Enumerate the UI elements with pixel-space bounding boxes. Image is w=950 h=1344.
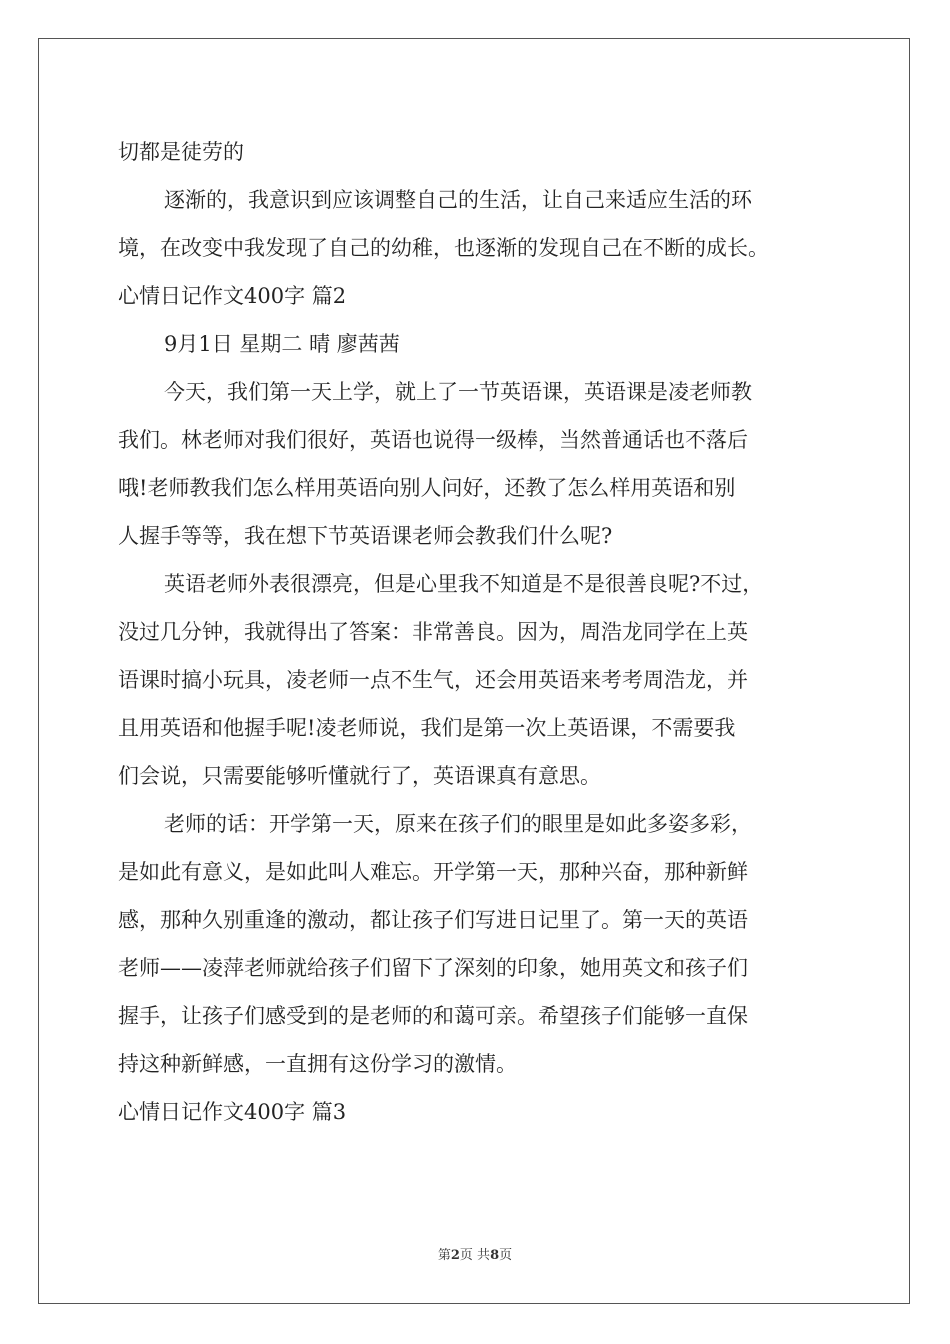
text-line: 没过几分钟，我就得出了答案：非常善良。因为，周浩龙同学在上英: [118, 620, 748, 644]
text-line: 老师——凌萍老师就给孩子们留下了深刻的印象，她用英文和孩子们: [118, 956, 748, 980]
text-line: 我们。林老师对我们很好，英语也说得一级棒，当然普通话也不落后: [118, 428, 748, 452]
text-line: 是如此有意义，是如此叫人难忘。开学第一天，那种兴奋，那种新鲜: [118, 860, 748, 884]
diary-date-line: 9月1日 星期二 晴 廖茜茜: [164, 332, 400, 356]
text-line: 持这种新鲜感，一直拥有这份学习的激情。: [118, 1052, 517, 1076]
text-line: 英语老师外表很漂亮，但是心里我不知道是不是很善良呢?不过，: [164, 572, 764, 596]
text-line: 切都是徒劳的: [118, 140, 244, 164]
page-footer: [0, 1244, 950, 1263]
text-line: 哦!老师教我们怎么样用英语向别人问好，还教了怎么样用英语和别: [118, 476, 736, 500]
text-line: 老师的话：开学第一天，原来在孩子们的眼里是如此多姿多彩，: [164, 812, 752, 836]
text-line: 握手，让孩子们感受到的是老师的和蔼可亲。希望孩子们能够一直保: [118, 1004, 748, 1028]
section-heading: 心情日记作文400字 篇2: [118, 284, 347, 308]
page-mid: 页 共: [459, 1248, 491, 1263]
text-line: 且用英语和他握手呢!凌老师说，我们是第一次上英语课，不需要我: [118, 716, 736, 740]
page-prefix: 第: [437, 1248, 451, 1263]
text-line: 逐渐的，我意识到应该调整自己的生活，让自己来适应生活的环: [164, 188, 752, 212]
section-heading: 心情日记作文400字 篇3: [118, 1100, 347, 1124]
text-line: 语课时搞小玩具，凌老师一点不生气，还会用英语来考考周浩龙，并: [118, 668, 748, 692]
text-line: 人握手等等，我在想下节英语课老师会教我们什么呢?: [118, 524, 613, 548]
page-suffix: 页: [499, 1248, 513, 1263]
text-line: 们会说，只需要能够听懂就行了，英语课真有意思。: [118, 764, 601, 788]
total-page-number: 8: [490, 1248, 500, 1263]
text-line: 感，那种久别重逢的激动，都让孩子们写进日记里了。第一天的英语: [118, 908, 748, 932]
current-page-number: 2: [450, 1248, 460, 1263]
text-line: 今天，我们第一天上学，就上了一节英语课，英语课是凌老师教: [164, 380, 752, 404]
document-body: [118, 128, 838, 1136]
text-line: 境，在改变中我发现了自己的幼稚，也逐渐的发现自己在不断的成长。: [118, 236, 769, 260]
